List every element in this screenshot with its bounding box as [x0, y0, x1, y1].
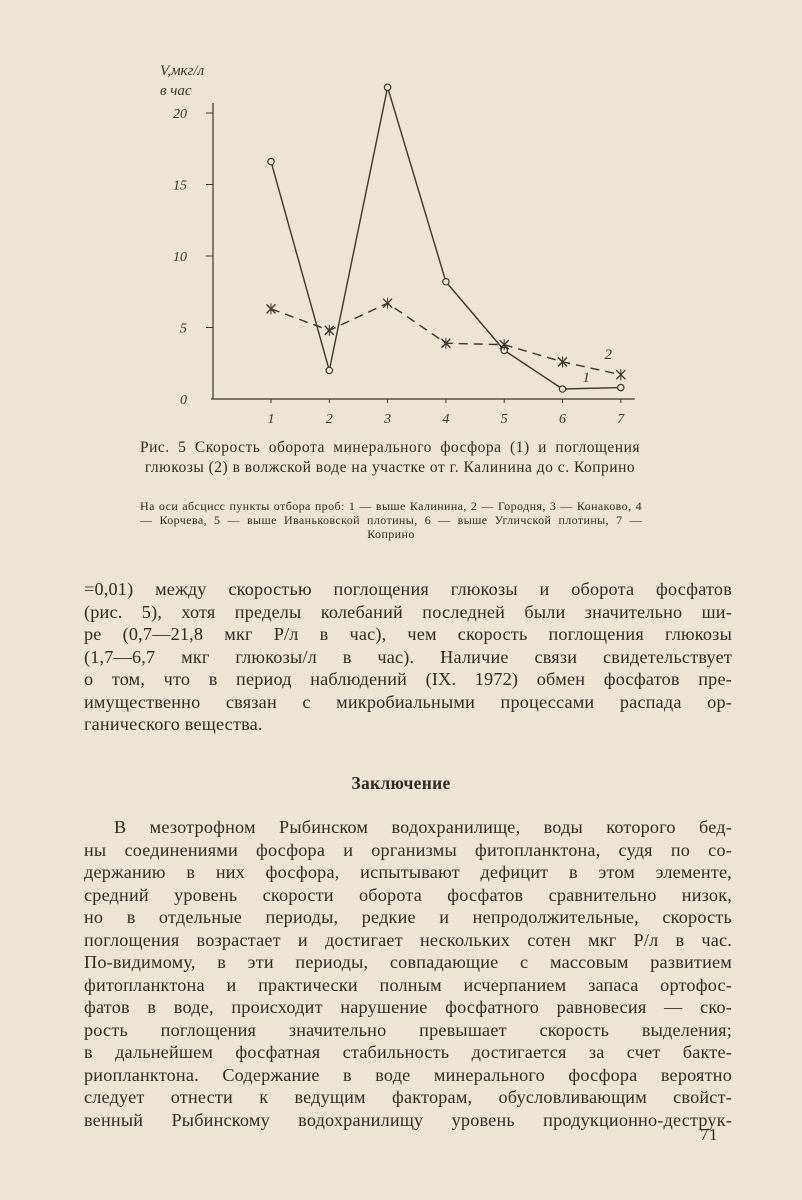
text-line: По-видимому, в эти периоды, совпадающие с массовым развитием: [84, 952, 732, 972]
series-2-point: [500, 339, 509, 350]
text-line: риопланктона. Содержание в воде минерального фосфора вероятно: [84, 1064, 732, 1085]
text-line: венный Рыбинскому водохранилищу уровень продукционно-деструк-: [84, 1109, 732, 1130]
x-tick-label: 5: [500, 412, 508, 427]
series-2-point: [616, 369, 625, 380]
y-tick-label: 15: [173, 178, 187, 194]
text-line: имущественно связан с микробиальными процессами распада ор-: [84, 691, 732, 712]
text-line: ны соединениями фосфора и организмы фитопланктона, судя по со-: [84, 839, 732, 860]
figure-caption-note: На оси абсцисс пункты отбора проб: 1 — выше Калинина, 2 — Городня, 3 — Конаково, 4 — Корчева, 5 — выше Иваньковской плотины, 6 — выше Угличской плотины, 7 — Коприно: [140, 499, 642, 541]
x-tick-label: 7: [617, 412, 625, 427]
text-line: следует отнести к ведущим факторам, обусловливающим свойст-: [84, 1087, 732, 1107]
series-2-label: 2: [604, 346, 612, 363]
x-tick-label: 4: [442, 412, 450, 427]
text-line: в дальнейшем фосфатная стабильность достигается за счет бакте-: [84, 1042, 732, 1062]
series-1-point: [559, 386, 565, 392]
text-line: но в отдельные периоды, редкие и непродолжительные, скорость: [84, 907, 732, 927]
page-number: 71: [700, 1125, 718, 1144]
series-2-point: [325, 325, 334, 336]
x-tick-label: 3: [384, 412, 392, 427]
chart-ticks: [173, 107, 625, 427]
x-tick-label: 6: [559, 412, 566, 427]
x-tick-label: 2: [325, 412, 333, 427]
series-2-point: [267, 303, 276, 314]
text-line: =0,01) между скоростью поглощения глюкозы и оборота фосфатов: [84, 579, 732, 599]
text-line: (рис. 5), хотя пределы колебаний последней были значительно ши-: [84, 601, 732, 622]
phosphorus-glucose-line-chart: [150, 55, 650, 435]
section-heading: Заключение: [351, 773, 451, 793]
series-1-point: [443, 279, 449, 285]
y-axis-label-line2: в час: [160, 83, 192, 99]
x-tick-label: 1: [267, 412, 275, 427]
text-line: фитопланктона и практически полным исчерпанием запаса ортофос-: [84, 974, 732, 995]
body-paragraph-1: [84, 578, 732, 736]
text-line: поглощения возрастает и достигает нескольких сотен мкг Р/л в час.: [84, 929, 732, 950]
text-line: о том, что в период наблюдений (IX. 1972) обмен фосфатов пре-: [84, 669, 732, 689]
y-tick-label: 10: [173, 250, 187, 265]
text-line: (1,7—6,7 мкг глюкозы/л в час). Наличие связи свидетельствует: [84, 646, 732, 667]
series-1-point: [326, 367, 332, 373]
series-2-point: [383, 298, 392, 309]
figure-caption: Рис. 5 Скорость оборота минерального фосфора (1) и поглощения глюкозы (2) в волжской воде на участке от г. Калинина до с. Коприно: [140, 439, 640, 476]
chart-series: [267, 84, 626, 392]
chart-axes: [211, 103, 635, 399]
y-tick-label: 0: [180, 393, 187, 408]
series-1-point: [268, 158, 274, 164]
body-paragraph-2: [84, 816, 732, 1131]
y-tick-label: 20: [173, 107, 187, 122]
text-line: рость поглощения значительно превышает скорость выделения;: [84, 1019, 732, 1040]
text-line: фатов в воде, происходит нарушение фосфатного равновесия — ско-: [84, 997, 732, 1017]
y-axis-label-line1: V,мкг/л: [160, 63, 205, 79]
y-tick-label: 5: [180, 321, 187, 337]
text-line: В мезотрофном Рыбинском водохранилище, воды которого бед-: [114, 817, 732, 837]
text-line: ре (0,7—21,8 мкг Р/л в час), чем скорость поглощения глюкозы: [84, 624, 732, 644]
series-1-point: [618, 384, 624, 390]
series-1-point: [384, 84, 390, 90]
text-line: ганического вещества.: [84, 714, 263, 734]
text-line: средний уровень скорости оборота фосфатов сравнительно низок,: [84, 884, 732, 905]
text-line: держанию в них фосфора, испытывают дефицит в этом элементе,: [84, 862, 732, 882]
series-1-label: 1: [582, 369, 590, 386]
